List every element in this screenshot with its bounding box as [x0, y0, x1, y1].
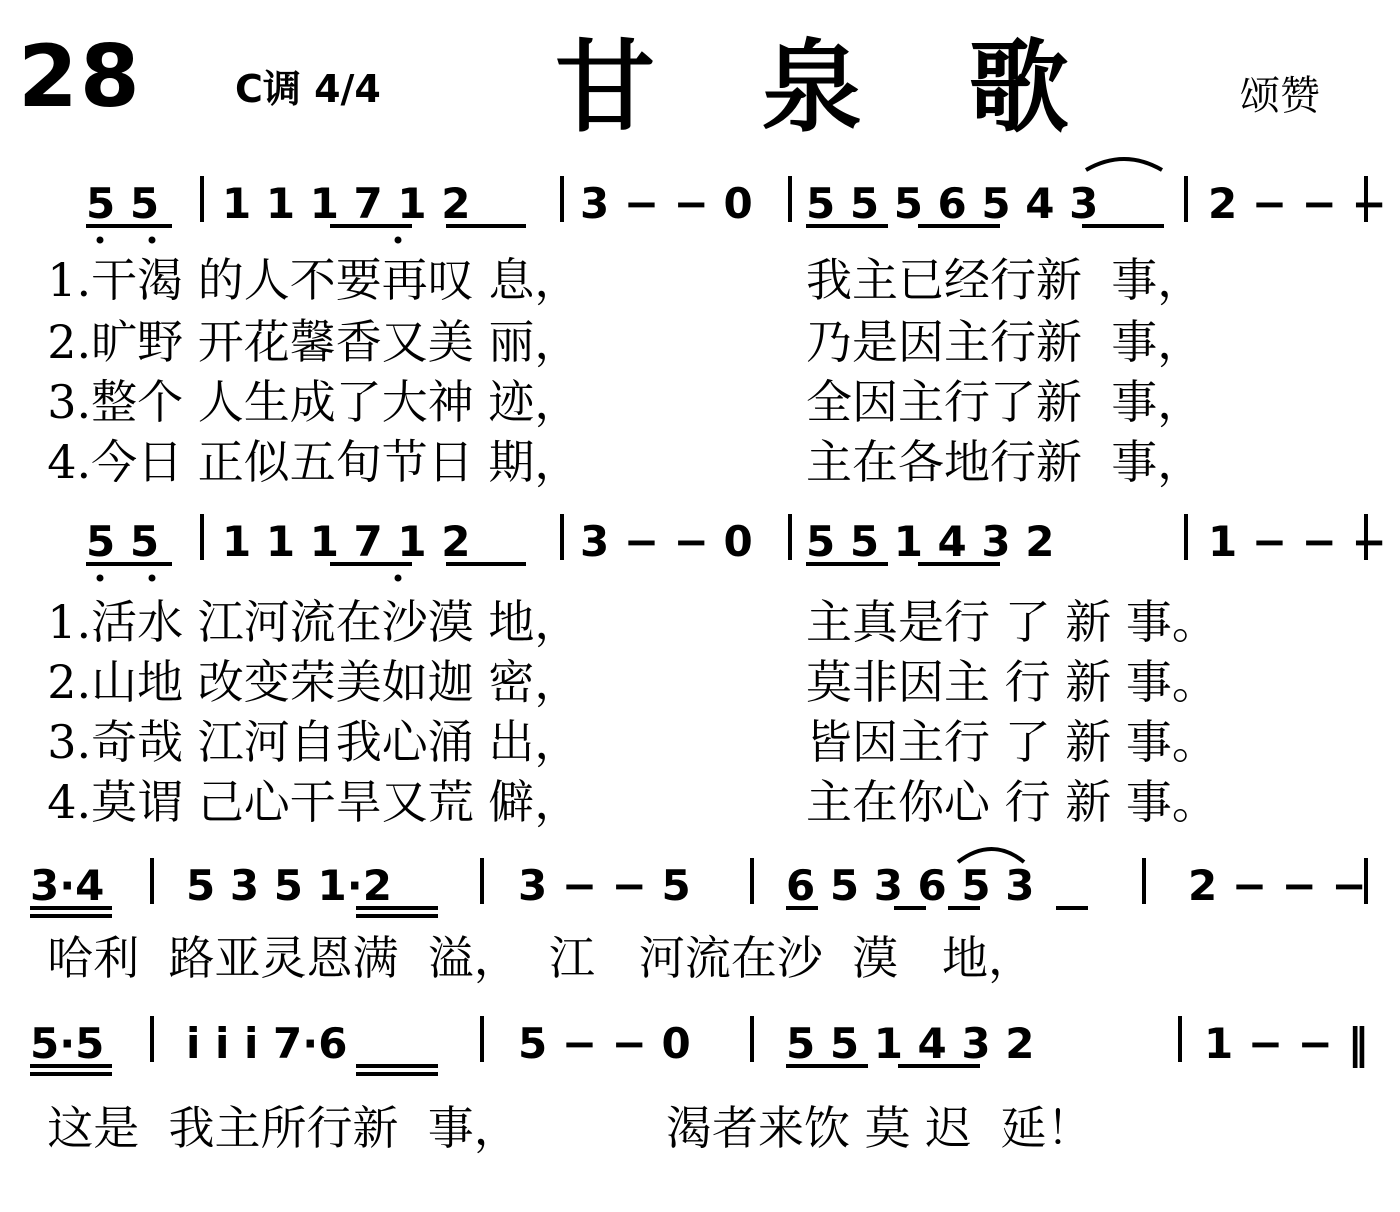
verse-3-line-a — [18, 374, 1398, 430]
measure: 5 5 1 4 3 2 — [786, 1019, 1035, 1068]
measure: 1 − − − — [1208, 517, 1387, 566]
measure: i i i 7·6 — [186, 1019, 348, 1068]
lyric-phrase-1: 3.奇哉 江河自我心涌 出， — [47, 715, 581, 769]
lyric-phrase-1: 1.干渴 的人不要再叹 息， — [47, 253, 581, 307]
lyric-phrase-2: 主在各地行新 事， — [806, 435, 1204, 489]
key-and-meter: C调 4/4 — [235, 67, 381, 111]
lower-octave-dot — [395, 237, 402, 244]
verse-2-line-a — [18, 314, 1398, 370]
lyric-phrase-2: 主真是行 了 新 事。 — [806, 595, 1218, 649]
lower-octave-dot — [97, 575, 104, 582]
refrain-line-1 — [18, 930, 1398, 986]
verse-4-line-b — [18, 774, 1398, 830]
song-title: 甘 泉 歌 — [555, 29, 1105, 146]
verse-4-line-a — [18, 434, 1398, 490]
lower-octave-dot — [149, 237, 156, 244]
measure: 2 − − − — [1208, 179, 1387, 228]
refrain-lyrics: 哈利 路亚灵恩满 溢， 江 河流在沙 漠 地， — [47, 931, 1034, 985]
lyric-phrase-1: 2.旷野 开花馨香又美 丽， — [47, 315, 581, 369]
lyric-phrase-1: 4.今日 正似五旬节日 期， — [47, 435, 581, 489]
lyric-phrase-2: 全因主行了新 事， — [806, 375, 1204, 429]
verse-1-line-a — [18, 252, 1398, 308]
measure: 1 − − ‖ — [1204, 1019, 1369, 1068]
staff-3 — [30, 849, 1367, 916]
measure: 3 − − 0 — [580, 179, 753, 228]
measure: 5 − − 0 — [518, 1019, 691, 1068]
measure: 3 − − 0 — [580, 517, 753, 566]
measure: 5 3 5 1·2 — [186, 861, 392, 910]
lower-octave-dot — [395, 575, 402, 582]
measure: 2 − − − — [1188, 861, 1367, 910]
lower-octave-dot — [97, 237, 104, 244]
lyric-phrase-2: 莫非因主 行 新 事。 — [806, 655, 1218, 709]
lyric-phrase-2: 乃是因主行新 事， — [806, 315, 1204, 369]
lyric-phrase-1: 2.山地 改变荣美如迦 密， — [47, 655, 581, 709]
song-category: 颂赞 — [1240, 73, 1320, 119]
measure: 5 5 1 4 3 2 — [806, 517, 1055, 566]
lyric-phrase-2: 皆因主行 了 新 事。 — [806, 715, 1218, 769]
measure-pickup: 5·5 — [30, 1019, 105, 1068]
staff-1 — [86, 159, 1387, 244]
hymn-number: 28 — [18, 27, 142, 127]
slur — [1086, 159, 1162, 170]
refrain-lyrics: 这是 我主所行新 事， 渴者来饮 莫 迟 延！ — [47, 1101, 1093, 1155]
lyric-phrase-1: 1.活水 江河流在沙漠 地， — [47, 595, 581, 649]
measure-pickup: 3·4 — [30, 861, 105, 910]
measure: 6 5 3 6 5 3 — [786, 861, 1035, 910]
verse-2-line-b — [18, 654, 1398, 710]
measure: 5 5 5 6 5 4 3 — [806, 179, 1099, 228]
lower-octave-dot — [149, 575, 156, 582]
staff-2 — [86, 514, 1387, 582]
refrain-line-2 — [18, 1100, 1398, 1156]
measure: 1 1 1 7 1 2 — [222, 517, 471, 566]
verse-3-line-b — [18, 714, 1398, 770]
measure: 3 − − 5 — [518, 861, 691, 910]
lyric-phrase-1: 3.整个 人生成了大神 迹， — [47, 375, 581, 429]
measure-pickup: 5 5 — [86, 179, 160, 228]
lyric-phrase-2: 主在你心 行 新 事。 — [806, 775, 1218, 829]
measure-pickup: 5 5 — [86, 517, 160, 566]
lyric-phrase-1: 4.莫谓 己心干旱又荒 僻， — [47, 775, 581, 829]
measure: 1 1 1 7 1 2 — [222, 179, 471, 228]
verse-1-line-b — [18, 594, 1398, 650]
staff-4 — [30, 1016, 1368, 1074]
lyric-phrase-2: 我主已经行新 事， — [806, 253, 1204, 307]
